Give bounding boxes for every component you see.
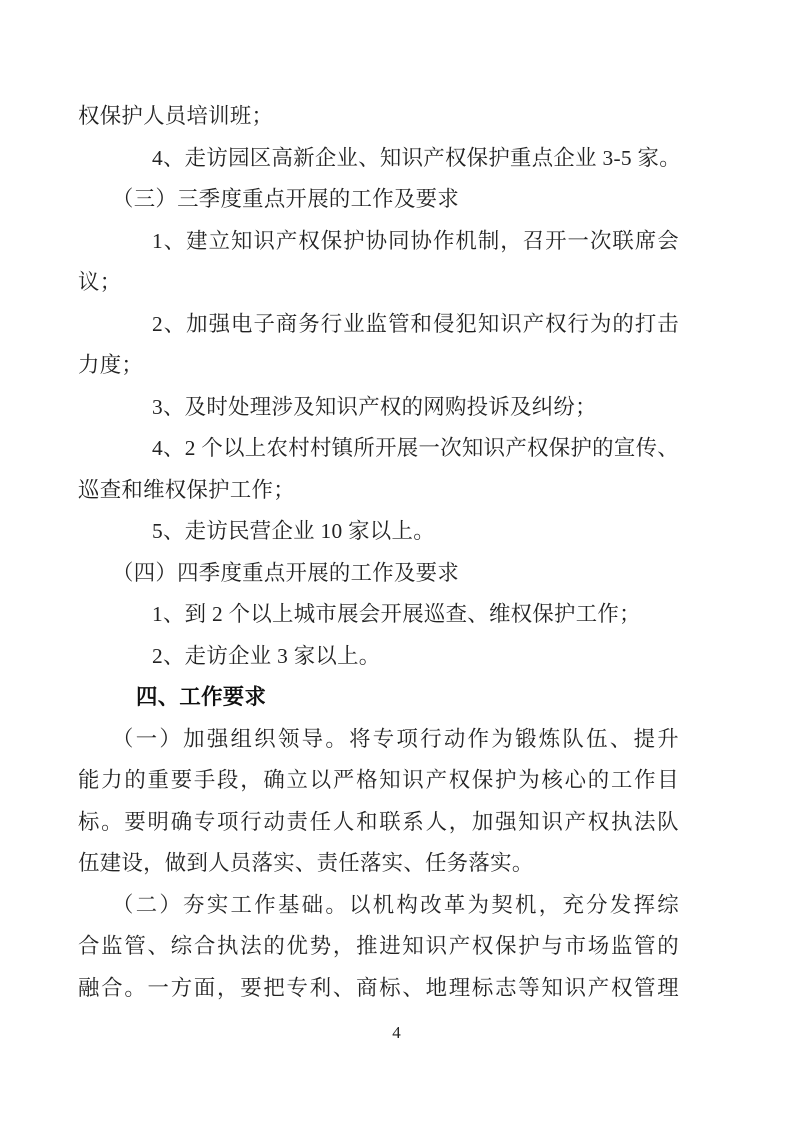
text-line: 1、到 2 个以上城市展会开展巡查、维权保护工作； <box>152 602 641 626</box>
text-line: 5、走访民营企业 10 家以上。 <box>152 519 435 543</box>
text-block <box>78 96 679 1009</box>
text-line: （二）夯实工作基础。以机构改革为契机，充分发挥综 <box>112 892 679 917</box>
text-line: 4、走访园区高新企业、知识产权保护重点企业 3-5 家。 <box>152 145 681 170</box>
text-line: （一）加强组织领导。将专项行动作为锻炼队伍、提升 <box>112 726 679 751</box>
text-line: （三）三季度重点开展的工作及要求 <box>112 187 460 211</box>
text-line: 2、走访企业 3 家以上。 <box>152 643 381 668</box>
page-number: 4 <box>392 1023 401 1042</box>
text-line: 力度； <box>78 353 144 377</box>
text-line: （四）四季度重点开展的工作及要求 <box>112 560 460 585</box>
text-line: 1、建立知识产权保护协同协作机制，召开一次联席会 <box>152 228 679 253</box>
section-heading: 四、工作要求 <box>136 685 267 709</box>
text-line: 能力的重要手段，确立以严格知识产权保护为核心的工作目 <box>78 768 679 792</box>
text-line: 伍建设，做到人员落实、责任落实、任务落实。 <box>78 851 534 875</box>
text-line: 融合。一方面，要把专利、商标、地理标志等知识产权管理 <box>78 975 679 1000</box>
text-line: 合监管、综合执法的优势，推进知识产权保护与市场监管的 <box>78 934 679 958</box>
text-line: 3、及时处理涉及知识产权的网购投诉及纠纷； <box>152 394 597 419</box>
text-line: 权保护人员培训班； <box>78 104 274 128</box>
text-line: 议； <box>78 270 122 294</box>
text-line: 4、2 个以上农村村镇所开展一次知识产权保护的宣传、 <box>152 436 679 460</box>
text-line: 巡查和维权保护工作； <box>78 477 295 502</box>
text-line: 2、加强电子商务行业监管和侵犯知识产权行为的打击 <box>152 311 679 336</box>
text-line: 标。要明确专项行动责任人和联系人，加强知识产权执法队 <box>78 809 679 834</box>
